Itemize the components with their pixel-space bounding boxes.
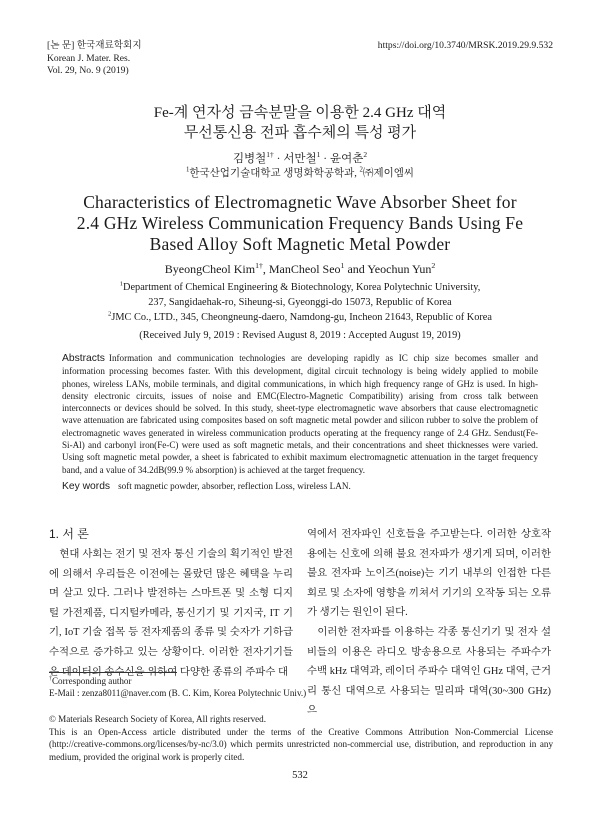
affiliation-kr: $^1$한국산업기술대학교 생명화학공학과, $^2$㈜제이엠씨 [185,166,415,179]
author-kr-1: 김병철 [232,153,267,165]
journal-name-kr: [논 문] 한국재료학회지 [47,40,142,51]
keywords-text: soft magnetic powder, absorber, reflection Loss, wireless LAN. [118,481,351,491]
author-kr-3: 윤여춘 [329,153,364,165]
title-en-line3: Based Alloy Soft Magnetic Metal Powder [149,234,451,254]
keywords [62,481,351,492]
section-heading: 1. 서 론 [49,527,89,541]
body-paragraph: 현대 사회는 전기 및 전자 통신 기술의 획기적인 발전에 의해서 우리들은 이전에는 몰랐던 많은 혜택을 누리며 살고 있다. 그러나 발전하는 스마트폰 및 소형 디지털 가전제품, 디지털카메라, 통신기기 및 기지국, IT 기기, IoT 기술 접목 등 전자제품의 종류 및 숫자가 기하급수적으로 증가하고 있는 상황이다. 이러한 전자기기들은 데이터의 송수신을 위하여 다양한 종류의 주파수 대 [49,549,293,678]
copyright-line: © Materials Research Society of Korea, All rights reserved. [49,714,267,724]
license-text: This is an Open-Access article distributed under the terms of the Creative Commons Attribution Non-Commercial License (http://creative-commons.org/licenses/by-nc/3.0) which permits unrestricted non-commercial use, distribution, and reproduction in any medium, provided the original work is properly cited. [49,726,553,762]
page-number: 532 [292,770,308,781]
body-paragraph: 역에서 전자파인 신호들을 주고받는다. 이러한 상호작용에는 신호에 의해 불요 전자파가 생기게 되며, 이러한 불요 전자파 노이즈(noise)는 기기 내부의 인접한 다른 회로 및 소자에 영향을 끼쳐서 기기의 오작동 되는 오류가 생기는 원인이 된다. [307,529,551,619]
footnote-divider [49,672,177,673]
abstract [62,352,538,476]
received-dates: (Received July 9, 2019 : Revised August 8, 2019 : Accepted August 19, 2019) [139,330,461,341]
authors-kr: 김병철$^{1\dagger}$ · 서만철$^1$ · 윤여춘$^2$ [232,150,368,165]
journal-name-en: Korean J. Mater. Res. [47,52,131,64]
keywords-label: Key words [62,481,111,492]
corresponding-email: E-Mail : zenza8011@naver.com (B. C. Kim, Korea Polytechnic Univ.) [49,688,307,699]
abstract-text: Information and communication technologies are developing rapidly as IC chip size becomes smaller and information processing becomes faster. With this development, digital circuit technology is being widely applied to mobile phones, wireless LANs, mobile terminals, and digital communications, in which high frequency range of GHz is used. In high-density electronic circuits, issues of noise and EMC(Electro-Magnetic Compatibility) arising from cross talk between interconnects or devices should be solved. In this study, sheet-type electromagnetic wave absorbers that cause electromagnetic wave attenuation are fabricated using composites based on soft magnetic metal powder and silicon rubber to solve the problem of electromagnetic waves generated in wireless communication products operating at the frequency range of 2.4 GHz. Sendust(Fe-Si-Al) and carbonyl iron(Fe-C) were used as soft magnetic metals, and their concentrations and sheet thicknesses were varied. Using soft magnetic metal powder, a sheet is fabricated to exhibit maximum electromagnetic attenuation in the target frequency band, and a value of 34.2dB(99.9 % absorption) is achieved at the target frequency. [62,353,538,475]
footnote: †Corresponding author E-Mail : zenza8011@naver.com (B. C. Kim, Korea Polytechnic Univ.) [49,675,553,699]
affiliation-en: $^1$Department of Chemical Engineering & Biotechnology, Korea Polytechnic University, 237, Sangidaehak-ro, Siheung-si, Gyeonggi-do 15073, Republic of Korea $^2$JMC Co., LTD., 345, Cheongneung-daero, Namdong-gu, Incheon 21643, Republic of Korea [108,280,492,323]
doi-link[interactable]: https://doi.org/10.3740/MRSK.2019.29.9.532 [377,40,553,51]
title-en-line2: 2.4 GHz Wireless Communication Frequency Bands Using Fe [76,213,524,233]
body-column-left [49,545,293,682]
journal-header [47,40,142,78]
authors-en: ByeongCheol Kim$^{1\dagger}$, ManCheol Seo$^1$ and Yeochun Yun$^2$ [164,261,436,276]
title-kr-line1: Fe-계 연자성 금속분말을 이용한 2.4 GHz 대역 [153,105,447,121]
author-kr-2: 서만철 [283,153,317,165]
license [49,713,553,763]
abstract-label: Abstracts [62,353,105,364]
title-en-line1: Characteristics of Electromagnetic Wave Absorber Sheet for [83,192,517,212]
title-kr-line2: 무선통신용 전파 흡수체의 특성 평가 [183,125,417,141]
body-paragraph: 이러한 전자파를 이용하는 각종 통신기기 및 전자 설비들의 이용은 라디오 방송용으로 사용되는 주파수가 수백 kHz 대역과, 레이더 주파수 대역인 GHz 대역, 근거리 통신 대역으로 사용되는 밀리파 대역(30~300 GHz)으 [307,626,551,717]
journal-volume: Vol. 29, No. 9 (2019) [47,65,129,76]
